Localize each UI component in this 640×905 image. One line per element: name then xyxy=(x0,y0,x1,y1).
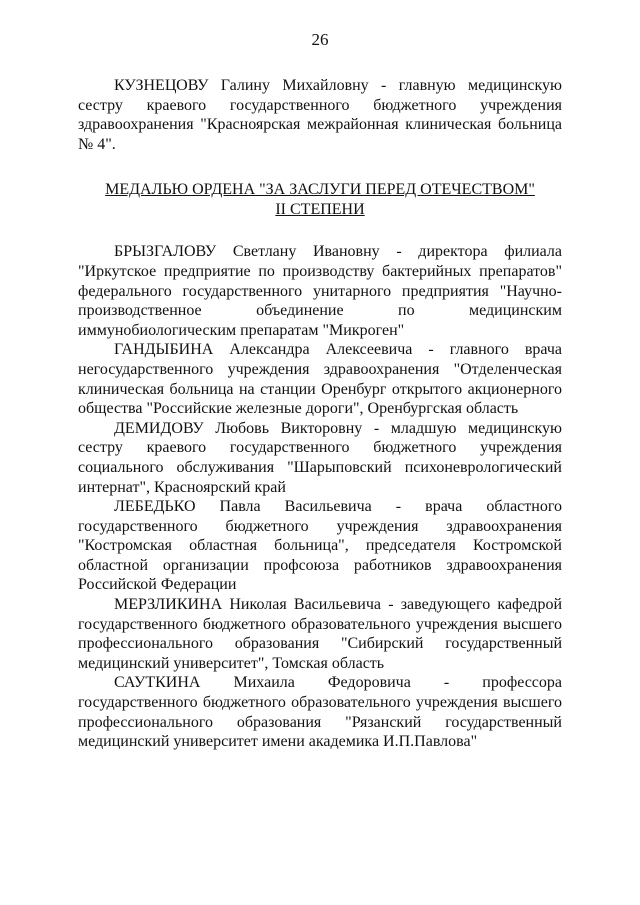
award-entry: МЕРЗЛИКИНА Николая Васильевича - заведующего кафедрой государственного бюджетного образовательного учреждения высшего профессионального образования "Сибирский государственный медицинский университет", Томская область xyxy=(78,596,562,672)
award-entry: ДЕМИДОВУ Любовь Викторовну - младшую медицинскую сестру краевого государственного бюджетного учреждения социального обслуживания "Шарыповский психоневрологический интернат", Красноярский край xyxy=(78,419,562,496)
award-entry: БРЫЗГАЛОВУ Светлану Ивановну - директора филиала "Иркутское предприятие по производству бактерийных препаратов" федерального государственного унитарного предприятия "Научно-производственное объединение по медицинским иммунобиологическим препаратам "Микроген" xyxy=(78,243,562,339)
section-heading-line-2: II СТЕПЕНИ xyxy=(275,201,365,219)
intro-paragraph: КУЗНЕЦОВУ Галину Михайловну - главную медицинскую сестру краевого государственного бюджетного учреждения здравоохранения "Красноярская межрайонная клиническая больница № 4". xyxy=(78,77,562,153)
award-entry: ГАНДЫБИНА Александра Алексеевича - главного врача негосударственного учреждения здравоохранения "Отделенческая клиническая больница на станции Оренбург открытого акционерного общества "Российские железные дороги", Оренбургская область xyxy=(78,341,562,418)
award-entry: ЛЕБЕДЬКО Павла Васильевича - врача областного государственного бюджетного учреждения здравоохранения "Костромская областная больница", председателя Костромской областной организации профсоюза работников здравоохранения Российской Федерации xyxy=(78,498,562,594)
page-number: 26 xyxy=(311,30,329,49)
award-entry: САУТКИНА Михаила Федоровича - профессора государственного бюджетного образовательного учреждения высшего профессионального образования "Рязанский государственный медицинский университет имени академика И.П.Павлова" xyxy=(78,674,562,751)
section-heading-line-1: МЕДАЛЬЮ ОРДЕНА "ЗА ЗАСЛУГИ ПЕРЕД ОТЕЧЕСТВОМ" xyxy=(105,181,535,199)
document-body xyxy=(78,76,562,752)
